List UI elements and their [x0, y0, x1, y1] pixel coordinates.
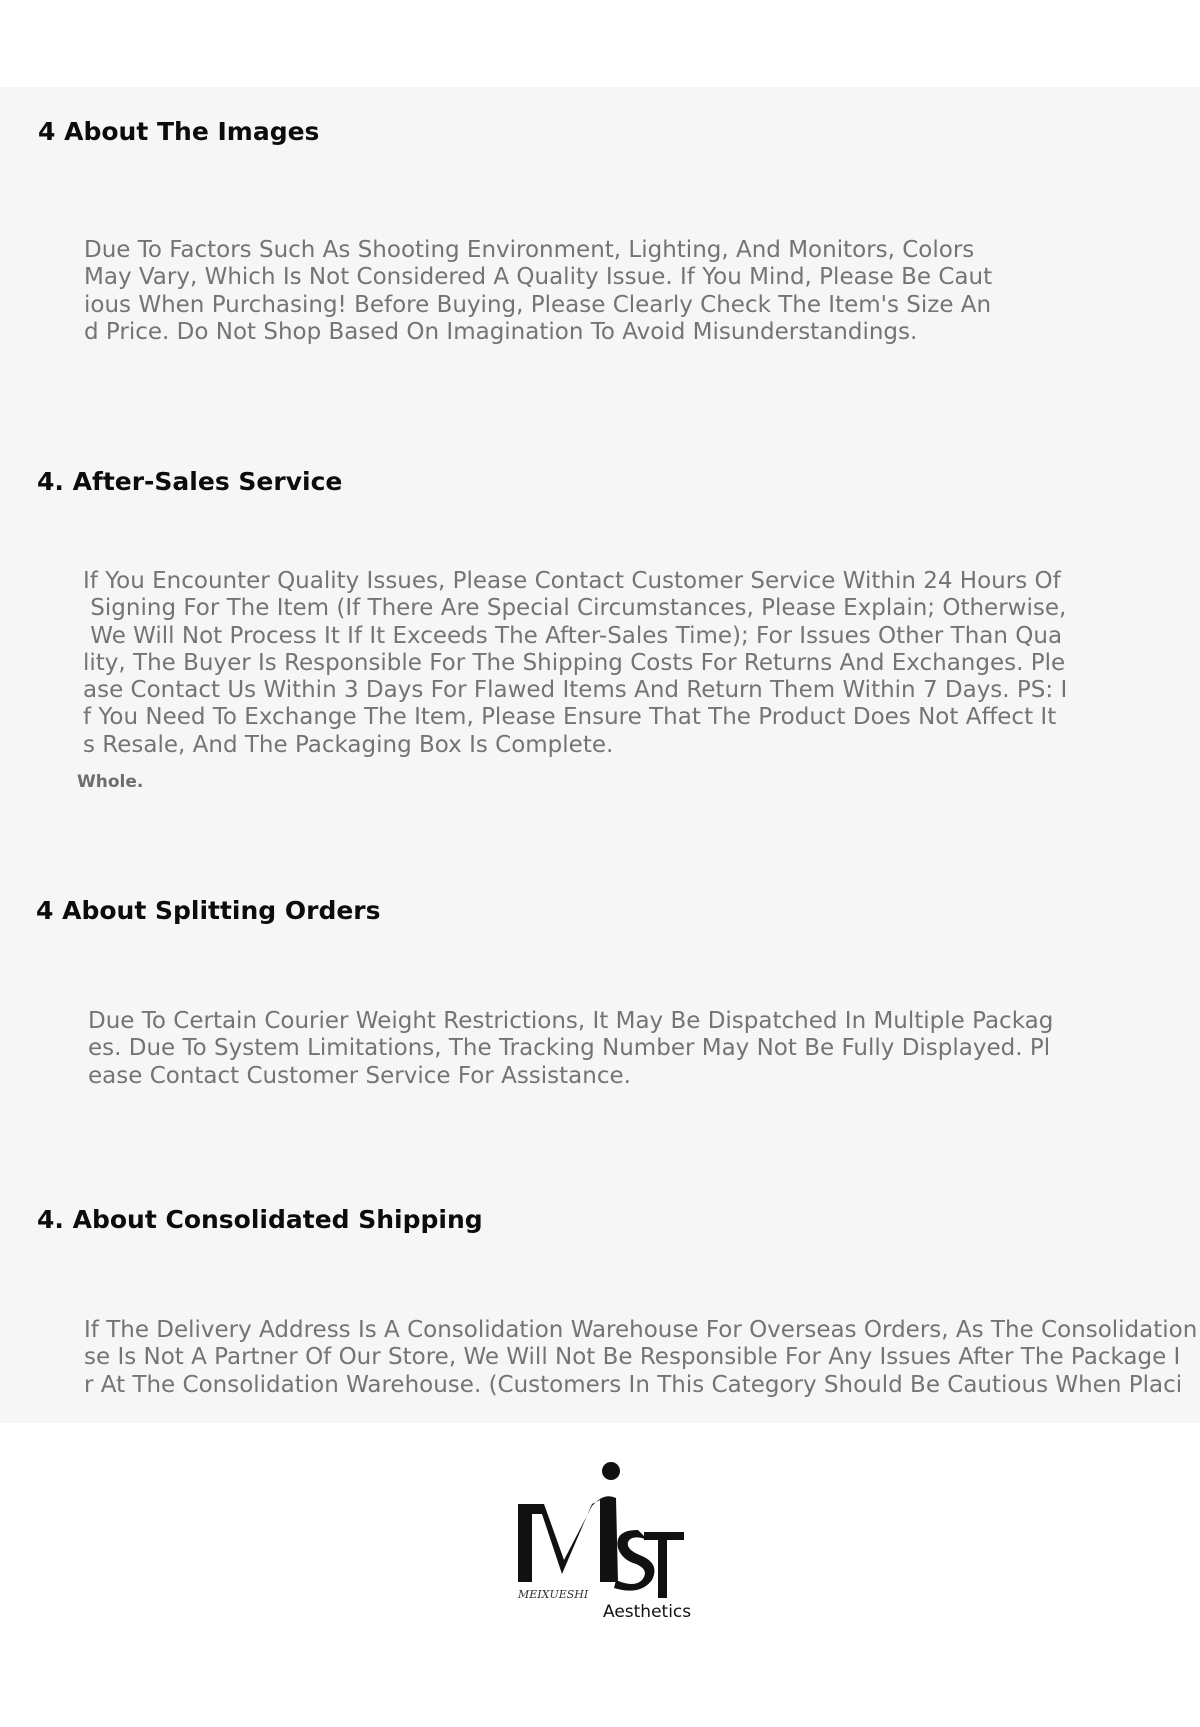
- section-note-whole: Whole.: [77, 772, 144, 792]
- section-heading-consolidated: 4. About Consolidated Shipping: [37, 1205, 483, 1234]
- section-heading-after-sales: 4. After-Sales Service: [37, 467, 343, 496]
- section-heading-images: 4 About The Images: [38, 117, 320, 146]
- section-body-images: Due To Factors Such As Shooting Environment, Lighting, And Monitors, Colors May Vary, Which Is Not Considered A Quality Issue. If You Mind, Please Be Caut ious When Purchasing! Before Buying, Please Clearly Check The Item's Size An d Price. Do Not Shop Based On Imagination To Avoid Misunderstandings.: [84, 237, 993, 345]
- section-body-splitting: Due To Certain Courier Weight Restrictions, It May Be Dispatched In Multiple Packag es. Due To System Limitations, The Tracking Number May Not Be Fully Displayed. Pl ease Contact Customer Service For Assistance.: [88, 1008, 1054, 1089]
- section-heading-splitting: 4 About Splitting Orders: [36, 896, 381, 925]
- section-body-consolidated: If The Delivery Address Is A Consolidation Warehouse For Overseas Orders, As The Consolidation se Is Not A Partner Of Our Store, We Will Not Be Responsible For Any Issues After The Package I r At The Consolidation Warehouse. (Customers In This Category Should Be Cautious When Placi: [84, 1317, 1198, 1398]
- logo-small-text: MEIXUESHI: [518, 1588, 589, 1601]
- section-body-after-sales: If You Encounter Quality Issues, Please Contact Customer Service Within 24 Hours Of Signing For The Item (If There Are Special Circumstances, Please Explain; Otherwise, We Will Not Process It If It Exceeds The After-Sales Time); For Issues Other Than Qua lity, The Buyer Is Responsible For The Shipping Costs For Returns And Exchanges. Ple ase Contact Us Within 3 Days For Flawed Items And Return Them Within 7 Days. PS: I f You Need To Exchange The Item, Please Ensure That The Product Does Not Affect It s Resale, And The Packaging Box Is Complete.: [83, 568, 1068, 758]
- brand-caption: Aesthetics: [603, 1602, 692, 1622]
- brand-logo: [510, 1462, 690, 1612]
